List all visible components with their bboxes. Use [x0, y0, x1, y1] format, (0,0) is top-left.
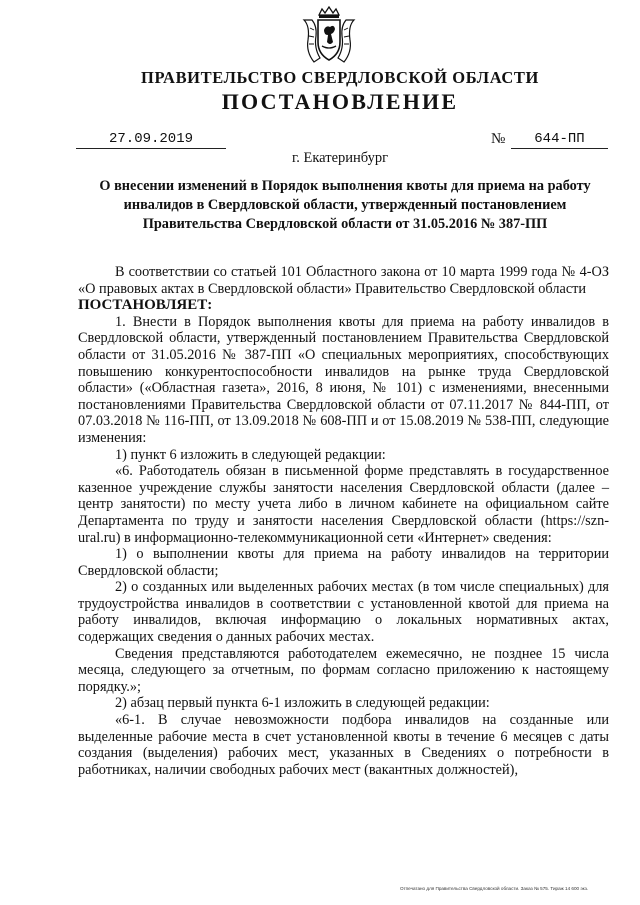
government-name: ПРАВИТЕЛЬСТВО СВЕРДЛОВСКОЙ ОБЛАСТИ	[141, 68, 539, 87]
body-paragraph: Сведения представляются работодателем ежемесячно, не позднее 15 числа месяца, следующего за отчетным, по формам согласно приложению к настоящему порядку.»;	[78, 645, 609, 695]
body-paragraph: «6. Работодатель обязан в письменной форме представлять в государственное казенное учреждение службы занятости населения Свердловской области (далее – центр занятости) по месту учета либо в личном кабинете на официальном сайте Департамента по труду и занятости населения Свердловской области (https://szn-ural.ru) в информационно-телекоммуникационной сети «Интернет» сведения:	[78, 463, 609, 546]
body-paragraph: 1. Внести в Порядок выполнения квоты для приема на работу инвалидов в Свердловской области, утвержденный постановлением Правительства Свердловской области от 31.05.2016 № 387-ПП «О специальных мероприятиях, способствующих повышению конкурентоспособности инвалидов на рынке труда Свердловской области» («Областная газета», 2016, 8 июня, № 101) с изменениями, внесенными постановлениями Правительства Свердловской области от 07.11.2017 № 844-ПП, от 07.03.2018 № 116-ПП, от 13.09.2018 № 608-ПП и от 15.08.2019 № 538-ПП, следующие изменения:	[78, 313, 609, 446]
body-paragraph: 2) абзац первый пункта 6-1 изложить в следующей редакции:	[115, 695, 490, 712]
document-subject: О внесении изменений в Порядок выполнения квоты для приема на работу инвалидов в Свердловской области, утвержденный постановлением Правительства Свердловской области от 31.05.2016 № 387-ПП	[99, 178, 591, 232]
document-city: г. Екатеринбург	[291, 150, 389, 166]
number-sign: №	[491, 131, 506, 147]
body-paragraph: «6-1. В случае невозможности подбора инвалидов на созданные или выделенные рабочие места в счет установленной квоты в течение 6 месяцев с даты создания (выделения) рабочих мест, указанных в Сведениях о потребности в работниках, наличии свободных рабочих мест (вакантных должностей),	[78, 712, 609, 778]
body-paragraph: 1) пункт 6 изложить в следующей редакции:	[115, 446, 386, 463]
print-footer-note: Отпечатано для Правительства Свердловской области. Заказ № 575. Тираж 14 600 экз.	[400, 886, 589, 891]
document-body	[78, 264, 609, 778]
intro-paragraph: В соответствии со статьей 101 Областного закона от 10 марта 1999 года № 4-ОЗ «О правовых актах в Свердловской области» Правительство Свердловской области	[78, 264, 609, 297]
body-paragraph: 1) о выполнении квоты для приема на работу инвалидов на территории Свердловской области;	[78, 546, 609, 579]
document-number: 644-ПП	[511, 131, 608, 149]
document-date: 27.09.2019	[76, 131, 226, 149]
body-paragraph: 2) о созданных или выделенных рабочих местах (в том числе специальных) для трудоустройства инвалидов в соответствии с установленной квотой для приема на работу инвалидов, включая информацию о локальных нормативных актах, содержащих сведения о данных рабочих местах.	[78, 579, 609, 646]
coat-of-arms-icon	[300, 6, 358, 66]
document-type: ПОСТАНОВЛЕНИЕ	[221, 89, 459, 114]
decree-word: ПОСТАНОВЛЯЕТ:	[78, 297, 213, 314]
